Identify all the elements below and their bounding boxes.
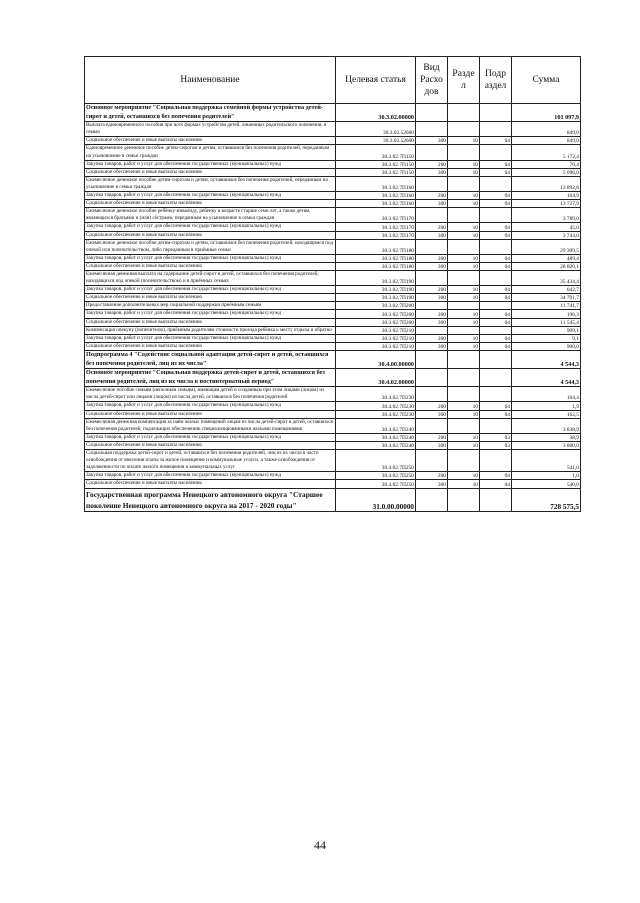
header-section: Разде л	[448, 57, 480, 104]
row-sum: 28 820,1	[512, 262, 581, 270]
row-expense-type: 200	[416, 402, 448, 410]
row-section	[448, 176, 480, 191]
row-section	[448, 239, 480, 254]
table-row	[85, 231, 581, 239]
row-target-article: 30.4.00.00000	[336, 350, 416, 368]
row-sum: 728 575,5	[512, 488, 581, 511]
row-subsection: 04	[480, 200, 512, 208]
row-section	[448, 122, 480, 137]
row-subsection	[480, 122, 512, 137]
table-row	[85, 480, 581, 488]
row-expense-type: 300	[416, 410, 448, 418]
row-expense-type	[416, 176, 448, 191]
row-subsection: 04	[480, 310, 512, 318]
row-name: Закупка товаров, работ и услуг для обеспечения государственных (муниципальных) нужд	[85, 433, 336, 441]
row-name: Закупка товаров, работ и услуг для обеспечения государственных (муниципальных) нужд	[85, 286, 336, 294]
row-expense-type	[416, 302, 448, 310]
row-section: 10	[448, 472, 480, 480]
row-section: 10	[448, 168, 480, 176]
row-target-article: 30.3.02.7П180	[336, 254, 416, 262]
row-expense-type	[416, 239, 448, 254]
row-expense-type: 200	[416, 160, 448, 168]
row-name: Социальное обеспечение и иные выплаты населению	[85, 480, 336, 488]
table-row	[85, 334, 581, 342]
row-target-article: 30.3.02.7П150	[336, 168, 416, 176]
row-subsection: 04	[480, 160, 512, 168]
row-expense-type: 300	[416, 480, 448, 488]
row-sum: 5 096,0	[512, 168, 581, 176]
row-subsection: 04	[480, 168, 512, 176]
row-name: Социальное обеспечение и иные выплаты населению	[85, 168, 336, 176]
row-sum: 909,1	[512, 326, 581, 334]
row-subsection: 04	[480, 223, 512, 231]
row-name: Социальное обеспечение и иные выплаты населению	[85, 262, 336, 270]
row-name: Социальное обеспечение и иные выплаты населению	[85, 342, 336, 350]
row-sum: 3 744,0	[512, 231, 581, 239]
table-row	[85, 122, 581, 137]
row-target-article: 30.3.02.7П190	[336, 294, 416, 302]
row-expense-type	[416, 145, 448, 160]
row-target-article: 30.3.02.7П200	[336, 318, 416, 326]
row-sum: 4 544,3	[512, 369, 581, 387]
row-section	[448, 488, 480, 511]
row-target-article: 30.3.02.7П210	[336, 342, 416, 350]
table-row	[85, 433, 581, 441]
row-expense-type: 200	[416, 286, 448, 294]
row-target-article: 30.3.02.7П210	[336, 334, 416, 342]
row-subsection	[480, 104, 512, 122]
row-expense-type	[416, 104, 448, 122]
row-section: 10	[448, 410, 480, 418]
row-name: Ежемесячная денежная компенсация за наём жилых помещений лицам из числа детей-сирот и детей, оставшихся без попечения родителей, подлежащих обеспечению специализированными жилыми помещениями	[85, 418, 336, 433]
row-expense-type: 300	[416, 318, 448, 326]
table-header-row	[85, 57, 581, 104]
table-row	[85, 160, 581, 168]
row-expense-type	[416, 450, 448, 472]
header-name: Наименование	[85, 57, 336, 104]
row-target-article: 30.3.02.52600	[336, 137, 416, 145]
table-row	[85, 369, 581, 387]
row-name: Социальная поддержка детей-сирот и детей, оставшихся без попечения родителей, лиц из их числа в части освобождения от внесения платы за жилое помещение и коммунальные услуги, а также освобождения от задолженности по оплате жилого помещения и коммунальных услуг	[85, 450, 336, 472]
row-section: 10	[448, 480, 480, 488]
row-expense-type: 200	[416, 433, 448, 441]
row-subsection	[480, 239, 512, 254]
table-row	[85, 254, 581, 262]
row-target-article: 30.4.02.7П240	[336, 418, 416, 433]
row-name: Выплата единовременного пособия при всех формах устройства детей, лишенных родительского попечения, в семью	[85, 122, 336, 137]
row-name: Ежемесячное пособие семьям (неполным семьям), имеющим детей и созданным при этом лицами (лицом) из числа детей-сирот или лицами (лицом) из числа детей, оставшихся без попечения родителей	[85, 387, 336, 402]
row-sum: 849,0	[512, 137, 581, 145]
row-section	[448, 208, 480, 223]
row-name: Основное мероприятие "Социальная поддержка детей-сирот и детей, оставшихся без попечения родителей, лиц из их числа в постинтернатный период"	[85, 369, 336, 387]
page-number: 44	[314, 838, 326, 852]
row-sum: 4 544,3	[512, 350, 581, 368]
row-subsection: 04	[480, 192, 512, 200]
row-sum: 76,4	[512, 160, 581, 168]
table-row	[85, 168, 581, 176]
row-subsection: 04	[480, 480, 512, 488]
row-name: Закупка товаров, работ и услуг для обеспечения государственных (муниципальных) нужд	[85, 254, 336, 262]
row-section: 10	[448, 231, 480, 239]
table-row	[85, 223, 581, 231]
row-expense-type	[416, 270, 448, 285]
row-subsection	[480, 326, 512, 334]
table-row	[85, 208, 581, 223]
row-expense-type	[416, 326, 448, 334]
row-target-article: 30.4.02.7П250	[336, 480, 416, 488]
row-sum: 34 791,7	[512, 294, 581, 302]
row-sum: 101 097,9	[512, 104, 581, 122]
table-row	[85, 145, 581, 160]
row-expense-type	[416, 488, 448, 511]
row-subsection	[480, 450, 512, 472]
row-subsection: 04	[480, 294, 512, 302]
row-sum: 849,0	[512, 122, 581, 137]
row-subsection	[480, 145, 512, 160]
table-row	[85, 488, 581, 511]
table-row	[85, 418, 581, 433]
row-section: 10	[448, 137, 480, 145]
row-sum: 162,5	[512, 410, 581, 418]
row-subsection: 03	[480, 441, 512, 449]
row-section: 10	[448, 200, 480, 208]
row-section: 10	[448, 310, 480, 318]
row-sum: 45,0	[512, 223, 581, 231]
row-sum: 1,0	[512, 472, 581, 480]
row-sum: 29 309,5	[512, 239, 581, 254]
row-name: Социальное обеспечение и иные выплаты населению	[85, 318, 336, 326]
row-name: Ежемесячная денежная выплата на содержание детей-сирот и детей, оставшихся без попечения родителей, находящихся под опекой (попечительством) и в приёмных семьях	[85, 270, 336, 285]
row-name: Закупка товаров, работ и услуг для обеспечения государственных (муниципальных) нужд	[85, 192, 336, 200]
row-name: Закупка товаров, работ и услуг для обеспечения государственных (муниципальных) нужд	[85, 402, 336, 410]
row-target-article: 30.4.02.7П250	[336, 472, 416, 480]
table-row	[85, 176, 581, 191]
row-section	[448, 350, 480, 368]
row-name: Компенсация опекуну (попечителю), приёмным родителям стоимости проезда ребёнка к месту отдыха и обратно	[85, 326, 336, 334]
row-section	[448, 387, 480, 402]
row-sum: 900,0	[512, 342, 581, 350]
row-name: Закупка товаров, работ и услуг для обеспечения государственных (муниципальных) нужд	[85, 334, 336, 342]
table-row	[85, 326, 581, 334]
row-subsection: 04	[480, 402, 512, 410]
row-target-article: 30.3.02.7П190	[336, 286, 416, 294]
row-section: 10	[448, 192, 480, 200]
row-expense-type: 200	[416, 192, 448, 200]
row-subsection	[480, 208, 512, 223]
table-row	[85, 239, 581, 254]
row-target-article: 30.3.02.7П150	[336, 145, 416, 160]
row-subsection	[480, 369, 512, 387]
row-expense-type	[416, 418, 448, 433]
row-sum: 13 727,9	[512, 200, 581, 208]
budget-table	[84, 56, 581, 512]
table-row	[85, 302, 581, 310]
table-row	[85, 310, 581, 318]
table-row	[85, 262, 581, 270]
table-row	[85, 410, 581, 418]
row-name: Социальное обеспечение и иные выплаты населению	[85, 137, 336, 145]
row-subsection: 04	[480, 318, 512, 326]
row-section	[448, 270, 480, 285]
row-sum: 11 545,4	[512, 318, 581, 326]
row-sum: 3 838,9	[512, 418, 581, 433]
row-sum: 489,4	[512, 254, 581, 262]
row-section	[448, 418, 480, 433]
table-row	[85, 387, 581, 402]
table-row	[85, 318, 581, 326]
table-row	[85, 200, 581, 208]
row-subsection: 04	[480, 262, 512, 270]
row-section	[448, 450, 480, 472]
row-name: Социальное обеспечение и иные выплаты населению	[85, 410, 336, 418]
row-section: 10	[448, 441, 480, 449]
row-name: Социальное обеспечение и иные выплаты населению	[85, 294, 336, 302]
row-section	[448, 369, 480, 387]
table-row	[85, 286, 581, 294]
row-target-article: 30.3.02.7П200	[336, 302, 416, 310]
row-target-article: 30.3.02.7П160	[336, 192, 416, 200]
row-section: 10	[448, 254, 480, 262]
row-sum: 38,9	[512, 433, 581, 441]
row-subsection	[480, 270, 512, 285]
row-name: Закупка товаров, работ и услуг для обеспечения государственных (муниципальных) нужд	[85, 160, 336, 168]
row-expense-type: 300	[416, 294, 448, 302]
row-target-article: 30.3.02.7П180	[336, 239, 416, 254]
row-expense-type: 300	[416, 231, 448, 239]
row-target-article: 30.3.02.7П160	[336, 200, 416, 208]
row-expense-type	[416, 350, 448, 368]
row-section: 10	[448, 334, 480, 342]
row-name: Единовременное денежное пособие детям-сиротам и детям, оставшимся без попечения родителей, переданным на усыновление в семьи граждан	[85, 145, 336, 160]
row-expense-type: 200	[416, 223, 448, 231]
header-subsection: Подр аздел	[480, 57, 512, 104]
row-sum: 164,4	[512, 387, 581, 402]
row-section: 10	[448, 160, 480, 168]
row-sum: 1,9	[512, 402, 581, 410]
table-row	[85, 402, 581, 410]
row-target-article: 30.3.02.52600	[336, 122, 416, 137]
row-section	[448, 326, 480, 334]
row-section: 10	[448, 342, 480, 350]
row-subsection: 03	[480, 433, 512, 441]
row-expense-type: 300	[416, 342, 448, 350]
row-subsection: 04	[480, 254, 512, 262]
row-sum: 642,7	[512, 286, 581, 294]
row-section: 10	[448, 262, 480, 270]
row-target-article: 30.3.02.7П150	[336, 160, 416, 168]
row-section	[448, 302, 480, 310]
table-row	[85, 441, 581, 449]
row-sum: 9,1	[512, 334, 581, 342]
row-target-article: 30.4.02.7П240	[336, 441, 416, 449]
row-expense-type	[416, 122, 448, 137]
row-section	[448, 104, 480, 122]
row-expense-type	[416, 369, 448, 387]
row-target-article: 30.3.02.7П210	[336, 326, 416, 334]
table-row	[85, 137, 581, 145]
table-row	[85, 192, 581, 200]
row-expense-type: 200	[416, 310, 448, 318]
row-section: 10	[448, 402, 480, 410]
row-name: Ежемесячное денежное пособие детям-сиротам и детям, оставшимся без попечения родителей, переданным на усыновление в семьи граждан	[85, 176, 336, 191]
row-target-article: 30.4.02.7П230	[336, 387, 416, 402]
header-sum: Сумма	[512, 57, 581, 104]
row-subsection	[480, 350, 512, 368]
row-name: Ежемесячное денежное пособие детям-сиротам и детям, оставшимся без попечения родителей, находящимся под опекой или попечительством, либо переданным в приёмные семьи	[85, 239, 336, 254]
row-name: Ежемесячное денежное пособие ребёнку-инвалиду, ребенку в возрасте старше семи лет, а также детям, являющихся братьями и (или) сёстрами, переданным на усыновление в семьи граждан	[85, 208, 336, 223]
row-sum: 35 434,4	[512, 270, 581, 285]
row-name: Предоставление дополнительных мер социальной поддержки приёмным семьям	[85, 302, 336, 310]
row-expense-type: 300	[416, 137, 448, 145]
row-name: Закупка товаров, работ и услуг для обеспечения государственных (муниципальных) нужд	[85, 223, 336, 231]
row-name: Социальное обеспечение и иные выплаты населению	[85, 200, 336, 208]
row-sum: 164,9	[512, 192, 581, 200]
row-name: Подпрограмма 4 "Содействие социальной адаптации детей-сирот и детей, оставшихся без попечения родителей, лиц из их числа"	[85, 350, 336, 368]
row-name: Социальное обеспечение и иные выплаты населению	[85, 441, 336, 449]
row-subsection	[480, 418, 512, 433]
row-target-article: 30.3.02.7П170	[336, 208, 416, 223]
row-target-article: 30.3.02.7П170	[336, 231, 416, 239]
row-sum: 11 741,7	[512, 302, 581, 310]
row-subsection: 04	[480, 472, 512, 480]
row-name: Закупка товаров, работ и услуг для обеспечения государственных (муниципальных) нужд	[85, 472, 336, 480]
row-name: Основное мероприятие "Социальная поддержка семейной формы устройства детей-сирот и детей, оставшихся без попечения родителей"	[85, 104, 336, 122]
row-section: 10	[448, 318, 480, 326]
table-row	[85, 104, 581, 122]
header-expense-type: Вид Расхо дов	[416, 57, 448, 104]
row-sum: 5 172,4	[512, 145, 581, 160]
row-subsection: 04	[480, 231, 512, 239]
row-subsection: 04	[480, 410, 512, 418]
row-section: 10	[448, 286, 480, 294]
row-subsection	[480, 302, 512, 310]
row-target-article: 30.3.02.00000	[336, 104, 416, 122]
row-target-article: 31.0.00.00000	[336, 488, 416, 511]
row-sum: 3 789,0	[512, 208, 581, 223]
row-subsection	[480, 387, 512, 402]
row-target-article: 30.4.02.7П230	[336, 410, 416, 418]
row-subsection: 04	[480, 342, 512, 350]
row-expense-type: 200	[416, 254, 448, 262]
row-name: Социальное обеспечение и иные выплаты населению	[85, 231, 336, 239]
row-name: Государственная программа Ненецкого автономного округа "Старшее поколение Ненецкого автономного округа на 2017 - 2020 годы"	[85, 488, 336, 511]
row-subsection: 04	[480, 334, 512, 342]
row-expense-type	[416, 208, 448, 223]
row-subsection: 04	[480, 286, 512, 294]
row-target-article: 30.4.02.7П230	[336, 402, 416, 410]
row-section	[448, 145, 480, 160]
row-sum: 540,0	[512, 480, 581, 488]
row-target-article: 30.4.02.7П240	[336, 433, 416, 441]
row-sum: 3 800,0	[512, 441, 581, 449]
row-sum: 196,3	[512, 310, 581, 318]
table-row	[85, 270, 581, 285]
row-target-article: 30.3.02.7П180	[336, 262, 416, 270]
table-row	[85, 294, 581, 302]
row-subsection	[480, 176, 512, 191]
table-body	[85, 104, 581, 512]
row-target-article: 30.4.02.7П250	[336, 450, 416, 472]
row-section: 10	[448, 294, 480, 302]
row-sum: 13 892,8	[512, 176, 581, 191]
header-target-article: Целевая статья	[336, 57, 416, 104]
row-expense-type: 300	[416, 200, 448, 208]
table-row	[85, 350, 581, 368]
row-section: 10	[448, 433, 480, 441]
table-row	[85, 450, 581, 472]
row-target-article: 30.3.02.7П190	[336, 270, 416, 285]
table-row	[85, 342, 581, 350]
row-expense-type: 200	[416, 334, 448, 342]
row-expense-type: 300	[416, 168, 448, 176]
row-target-article: 30.4.02.00000	[336, 369, 416, 387]
row-name: Закупка товаров, работ и услуг для обеспечения государственных (муниципальных) нужд	[85, 310, 336, 318]
row-expense-type	[416, 387, 448, 402]
row-target-article: 30.3.02.7П170	[336, 223, 416, 231]
row-section: 10	[448, 223, 480, 231]
row-target-article: 30.3.02.7П160	[336, 176, 416, 191]
row-subsection	[480, 488, 512, 511]
table-row	[85, 472, 581, 480]
row-expense-type: 300	[416, 441, 448, 449]
row-sum: 541,0	[512, 450, 581, 472]
row-expense-type: 300	[416, 262, 448, 270]
row-expense-type: 200	[416, 472, 448, 480]
row-target-article: 30.3.02.7П200	[336, 310, 416, 318]
row-subsection: 04	[480, 137, 512, 145]
